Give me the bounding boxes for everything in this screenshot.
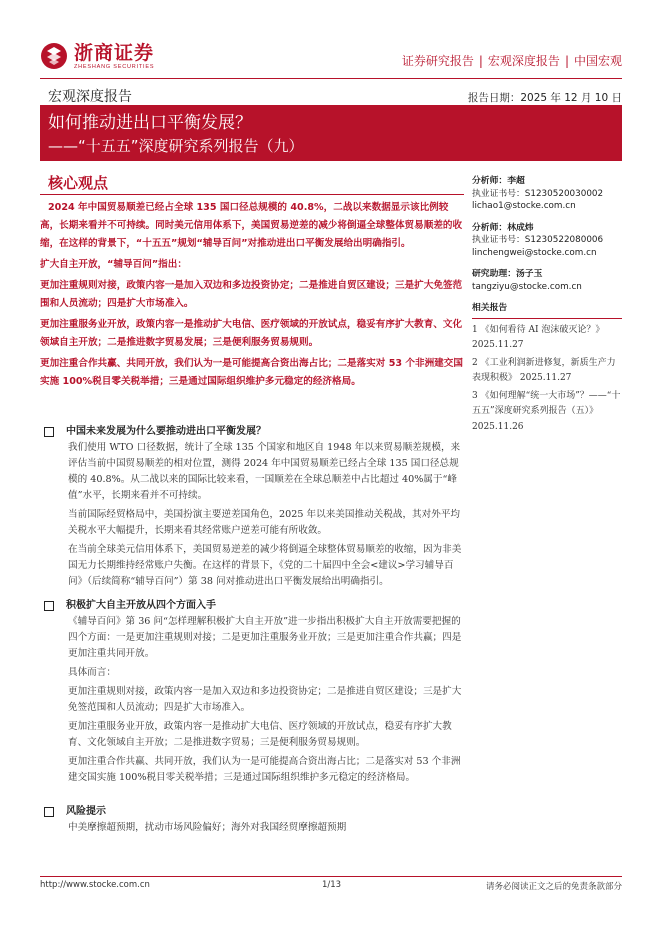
- core-views-heading: 核心观点: [48, 174, 109, 192]
- analyst-email[interactable]: linchengwei@stocke.com.cn: [472, 247, 597, 258]
- nav-item: 宏观深度报告: [487, 54, 560, 68]
- related-reports-list: [472, 323, 622, 436]
- section-body: [68, 820, 464, 836]
- section-paragraph: 《辅导百问》第 36 问“怎样理解积极扩大自主开放”进一步指出积极扩大自主开放需要把握的四个方面：一是更加注重规则对接；二是更加注重服务业开放；三是更加注重合作共赢；四是更加注重共同开放。: [68, 616, 462, 659]
- section-body: [68, 440, 464, 590]
- analyst-block: [472, 268, 622, 293]
- section-paragraph: 具体而言：: [68, 667, 116, 678]
- analyst-name: 研究助理：汤子玉: [472, 269, 543, 279]
- section-heading: 积极扩大自主开放从四个方面入手: [40, 598, 464, 614]
- analyst-name: 分析师：林成炜: [472, 222, 534, 233]
- analyst-name: 分析师：李超: [472, 176, 525, 186]
- header-divider: [40, 78, 622, 79]
- page-number: 1/13: [322, 880, 342, 890]
- title-banner: [40, 105, 622, 161]
- section-body: [68, 614, 464, 786]
- section-heading: 中国未来发展为什么要推动进出口平衡发展？: [40, 424, 464, 440]
- analyst-block: [472, 175, 622, 213]
- analyst-email[interactable]: tangziyu@stocke.com.cn: [472, 281, 582, 292]
- report-subtitle: ——“十五五”深度研究系列报告（九）: [48, 137, 304, 155]
- report-title: 如何推动进出口平衡发展？: [48, 113, 252, 133]
- analyst-email[interactable]: lichao1@stocke.com.cn: [472, 201, 576, 211]
- zheshang-logo-icon: [40, 42, 68, 70]
- section-open-up: [40, 598, 464, 789]
- core-views-body: [40, 199, 464, 394]
- report-type-nav: 证券研究报告 | 宏观深度报告 | 中国宏观: [401, 54, 622, 68]
- related-report-item[interactable]: 2 《工业利润新进修复，新质生产力表现积极》 2025.11.27: [472, 357, 616, 383]
- core-paragraph: 更加注重服务业开放，政策内容一是推动扩大电信、医疗领域的开放试点，稳妥有序扩大教育、文化领域自主开放；二是推进数字贸易发展；三是便利服务贸易规则。: [40, 319, 463, 348]
- section-why-balance: [40, 424, 464, 593]
- checkbox-bullet-icon: [44, 807, 54, 817]
- checkbox-bullet-icon: [44, 427, 54, 437]
- section-heading: 风险提示: [40, 804, 464, 820]
- section-paragraph: 更加注重服务业开放，政策内容一是推动扩大电信、医疗领域的开放试点，稳妥有序扩大教育、文化领域自主开放；二是推进数字贸易；三是便利服务贸易规则。: [68, 721, 452, 748]
- related-report-item[interactable]: 1 《如何看待 AI 泡沫破灭论？》 2025.11.27: [472, 324, 605, 350]
- footer-disclaimer: 请务必阅读正文之后的免责条款部分: [485, 882, 622, 892]
- related-report-item[interactable]: 3 《如何理解“统一大市场”？——“十五五”深度研究系列报告（五）》 2025.11.26: [472, 390, 621, 432]
- core-paragraph: 更加注重规则对接，政策内容一是加入双边和多边投资协定；二是推进自贸区建设；三是扩大免签范围和人员流动；四是扩大市场准入。: [40, 280, 463, 309]
- section-paragraph: 更加注重规则对接，政策内容一是加入双边和多边投资协定；二是推进自贸区建设；三是扩大免签范围和人员流动；四是扩大市场准入。: [68, 686, 462, 713]
- analyst-block: [472, 222, 622, 260]
- report-date: 报告日期：2025 年 12 月 10 日: [467, 92, 622, 104]
- section-paragraph: 中美摩擦超预期，扰动市场风险偏好；海外对我国经贸摩擦超预期: [68, 822, 347, 833]
- core-paragraph: 扩大自主开放，“辅导百问”指出：: [40, 259, 187, 270]
- company-logo: [40, 42, 154, 70]
- related-reports-heading: 相关报告: [472, 302, 622, 319]
- section-paragraph: 当前国际经贸格局中，美国扮演主要逆差国角色，2025 年以来美国推动关税战，其对外平均关税水平大幅提升，长期来看其经常账户逆差可能有所收敛。: [68, 509, 461, 536]
- analyst-cert: 执业证书号：S1230520030002: [472, 188, 604, 199]
- report-category: 宏观深度报告: [48, 89, 132, 105]
- section-paragraph: 在当前全球美元信用体系下，美国贸易逆差的减少将倒逼全球整体贸易顺差的收缩，因为非美国无力长期维持经常账户失衡。在这样的背景下，《党的二十届四中全会<建议>学习辅导百问》（后续简称“辅导百问”）第 38 问对推动进出口平衡发展给出明确指引。: [68, 544, 462, 587]
- section-paragraph: 更加注重合作共赢、共同开放，我们认为一是可能提高合资出海占比；二是落实对 53 个非洲建交国实施 100%税目零关税举措；三是通过国际组织维护多元稳定的经济格局。: [68, 756, 461, 783]
- logo-en-text: ZHESHANG SECURITIES: [74, 63, 155, 70]
- section-paragraph: 我们使用 WTO 口径数据，统计了全球 135 个国家和地区自 1948 年以来贸易顺差规模，来评估当前中国贸易顺差的相对位置，测得 2024 年中国贸易顺差已经占全球 135 国口径总规模的 40.8%。从二战以来的国际比较来看，一国顺差在全球总顺差中占比超过 40%属于“峰值”水平，长期来看并不可持续。: [68, 442, 461, 501]
- core-views-divider: [40, 194, 464, 195]
- core-paragraph: 2024 年中国贸易顺差已经占全球 135 国口径总规模的 40.8%，二战以来数据显示该比例较高，长期来看并不可持续。同时美元信用体系下，美国贸易逆差的减少将倒逼全球整体贸易顺差的收缩，在这样的背景下，“十五五”规划“辅导百问”对推动进出口平衡发展给出明确指引。: [40, 202, 463, 249]
- nav-item: 中国宏观: [573, 54, 622, 68]
- checkbox-bullet-icon: [44, 601, 54, 611]
- analyst-cert: 执业证书号：S1230522080006: [472, 235, 604, 245]
- analyst-sidebar: [472, 175, 622, 437]
- footer-url[interactable]: http://www.stocke.com.cn: [40, 880, 150, 890]
- core-paragraph: 更加注重合作共赢、共同开放，我们认为一是可能提高合资出海占比；二是落实对 53 个非洲建交国实施 100%税目零关税举措；三是通过国际组织维护多元稳定的经济格局。: [40, 358, 463, 387]
- logo-cn-text: 浙商证券: [74, 41, 155, 64]
- nav-item: 证券研究报告: [401, 54, 474, 68]
- section-risk: [40, 804, 464, 839]
- footer-divider: [40, 876, 622, 877]
